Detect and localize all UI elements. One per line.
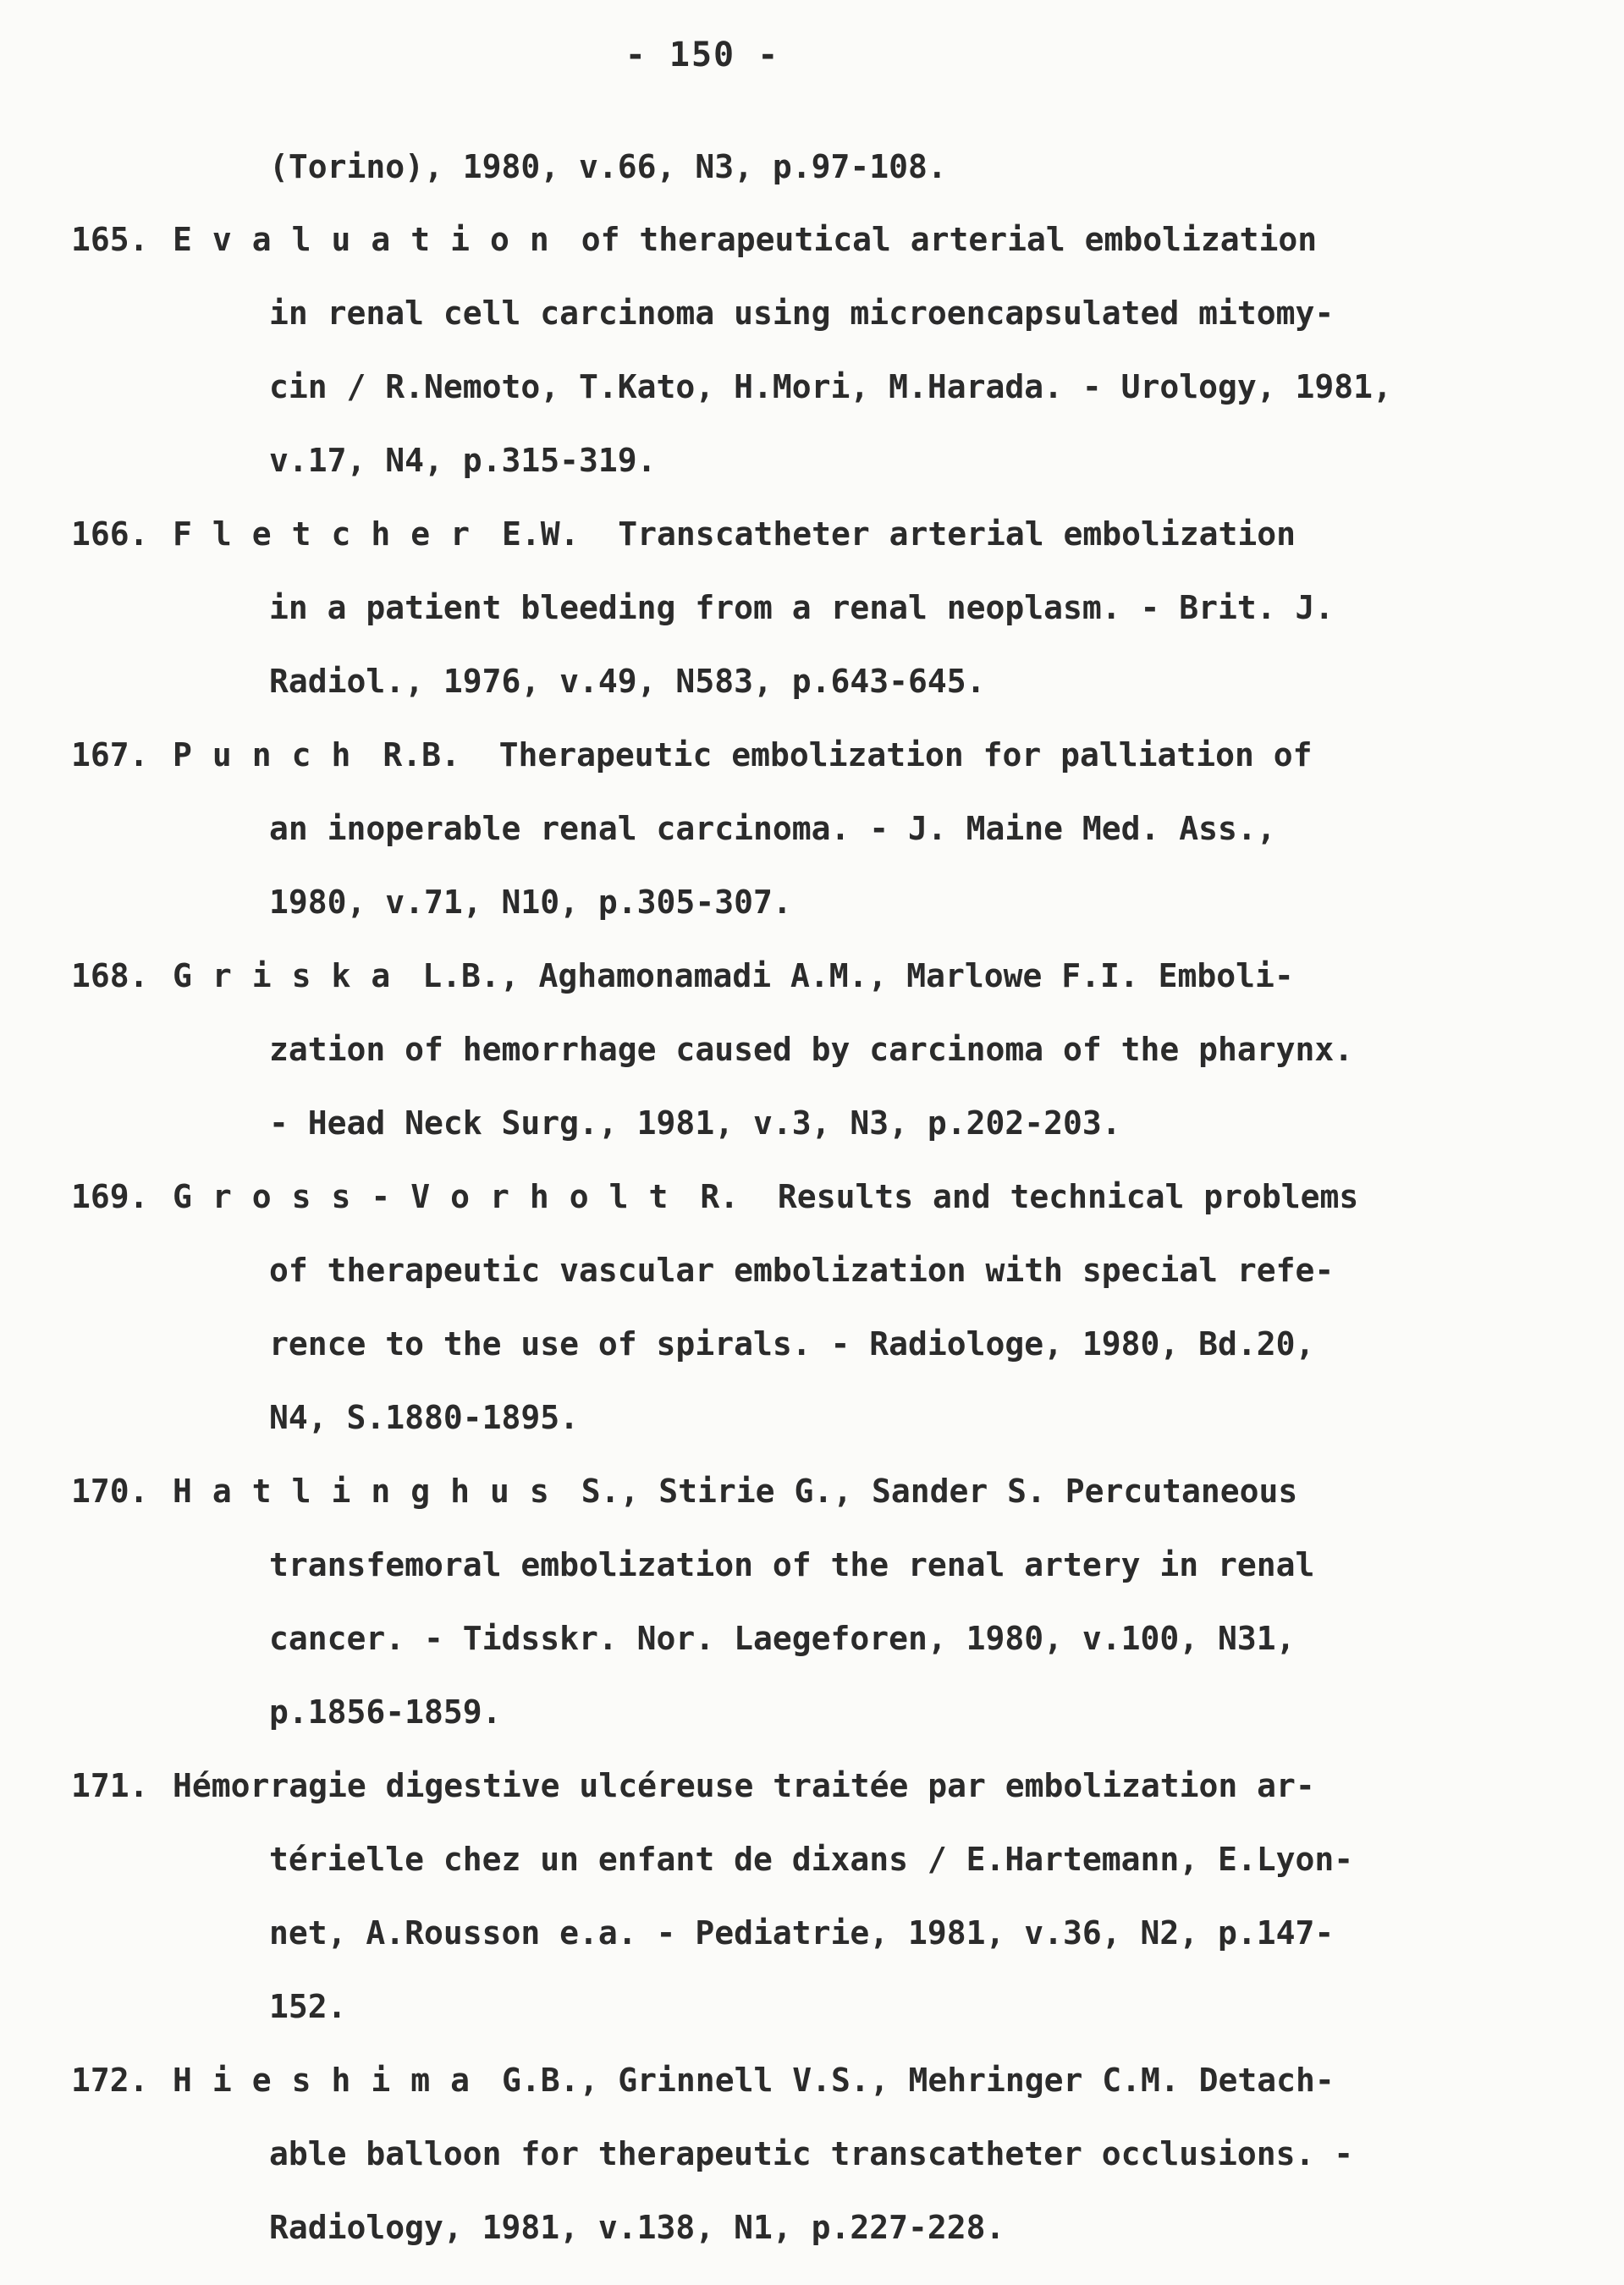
entry-text-line: Radiology, 1981, v.138, N1, p.227-228. [269,2209,1005,2246]
entry-number: 169. [71,1178,149,1215]
entry-text-line: able balloon for therapeutic transcatheter occlusions. - [269,2135,1354,2172]
entry-text-line: 152. [269,1988,347,2025]
entry-text-line: 1980, v.71, N10, p.305-307. [269,884,792,921]
entry-text-line: net, A.Rousson e.a. - Pediatrie, 1981, v.36, N2, p.147- [269,1914,1335,1952]
entry-text-line: - Head Neck Surg., 1981, v.3, N3, p.202-203. [269,1104,1121,1142]
entry-continuation-line: (Torino), 1980, v.66, N3, p.97-108. [269,148,947,185]
entry-text-line: of therapeutic vascular embolization with special refe- [269,1252,1335,1289]
entry-author-spaced: Gross-Vorholt [173,1178,689,1215]
entry-text-line: R. Results and technical problems [700,1178,1359,1215]
entry-text-line: Radiol., 1976, v.49, N583, p.643-645. [269,663,986,700]
entry-text-line: p.1856-1859. [269,1693,502,1731]
entry-text-line: cancer. - Tidsskr. Nor. Laegeforen, 1980, v.100, N31, [269,1620,1296,1657]
entry-text-line: S., Stirie G., Sander S. Percutaneous [581,1473,1298,1510]
bibliography-entry-171 [71,1765,1315,1807]
bibliography-entry-172 [71,2059,1335,2101]
entry-text-line: cin / R.Nemoto, T.Kato, H.Mori, M.Harada. - Urology, 1981, [269,368,1392,405]
entry-text-line: G.B., Grinnell V.S., Mehringer C.M. Detach- [502,2062,1335,2099]
entry-number: 167. [71,736,149,774]
entry-text-line: of therapeutical arterial embolization [581,221,1318,258]
bibliography-entry-170 [71,1470,1297,1512]
entry-text-line: térielle chez un enfant de dixans / E.Hartemann, E.Lyon- [269,1841,1354,1878]
entry-number: 171. [71,1767,149,1804]
entry-number: 170. [71,1473,149,1510]
entry-text-line: zation of hemorrhage caused by carcinoma of the pharynx. [269,1031,1354,1068]
entry-author-spaced: Hatlinghus [173,1473,570,1510]
entry-text-line: an inoperable renal carcinoma. - J. Maine Med. Ass., [269,810,1276,847]
bibliography-entry-165 [71,218,1317,261]
entry-text-line: in a patient bleeding from a renal neoplasm. - Brit. J. [269,589,1335,626]
entry-text-line: transfemoral embolization of the renal artery in renal [269,1546,1315,1583]
entry-text-line: v.17, N4, p.315-319. [269,442,657,479]
entry-text-line: R.B. Therapeutic embolization for palliation of [383,736,1313,774]
entry-number: 166. [71,515,149,553]
entry-text-line: rence to the use of spirals. - Radiologe, 1980, Bd.20, [269,1325,1315,1363]
entry-author-spaced: Hieshima [173,2062,491,2099]
entry-text-line: Hémorragie digestive ulcéreuse traitée par embolization ar- [173,1767,1315,1804]
entry-number: 168. [71,957,149,994]
entry-text-line: in renal cell carcinoma using microencapsulated mitomy- [269,295,1335,332]
entry-text-line: L.B., Aghamonamadi A.M., Marlowe F.I. Emboli- [422,957,1294,994]
page-number: - 150 - [625,36,780,74]
bibliography-entry-169 [71,1176,1358,1218]
bibliography-entry-166 [71,513,1296,555]
entry-author-spaced: Fletcher [173,515,491,553]
entry-text-line: E.W. Transcatheter arterial embolization [502,515,1296,553]
bibliography-entry-168 [71,955,1294,997]
entry-author-spaced: Punch [173,736,372,774]
entry-author-spaced: Evaluation [173,221,570,258]
bibliography-entry-167 [71,734,1313,776]
entry-text-line: N4, S.1880-1895. [269,1399,580,1436]
entry-number: 165. [71,221,149,258]
entry-number: 172. [71,2062,149,2099]
entry-author-spaced: Griska [173,957,411,994]
